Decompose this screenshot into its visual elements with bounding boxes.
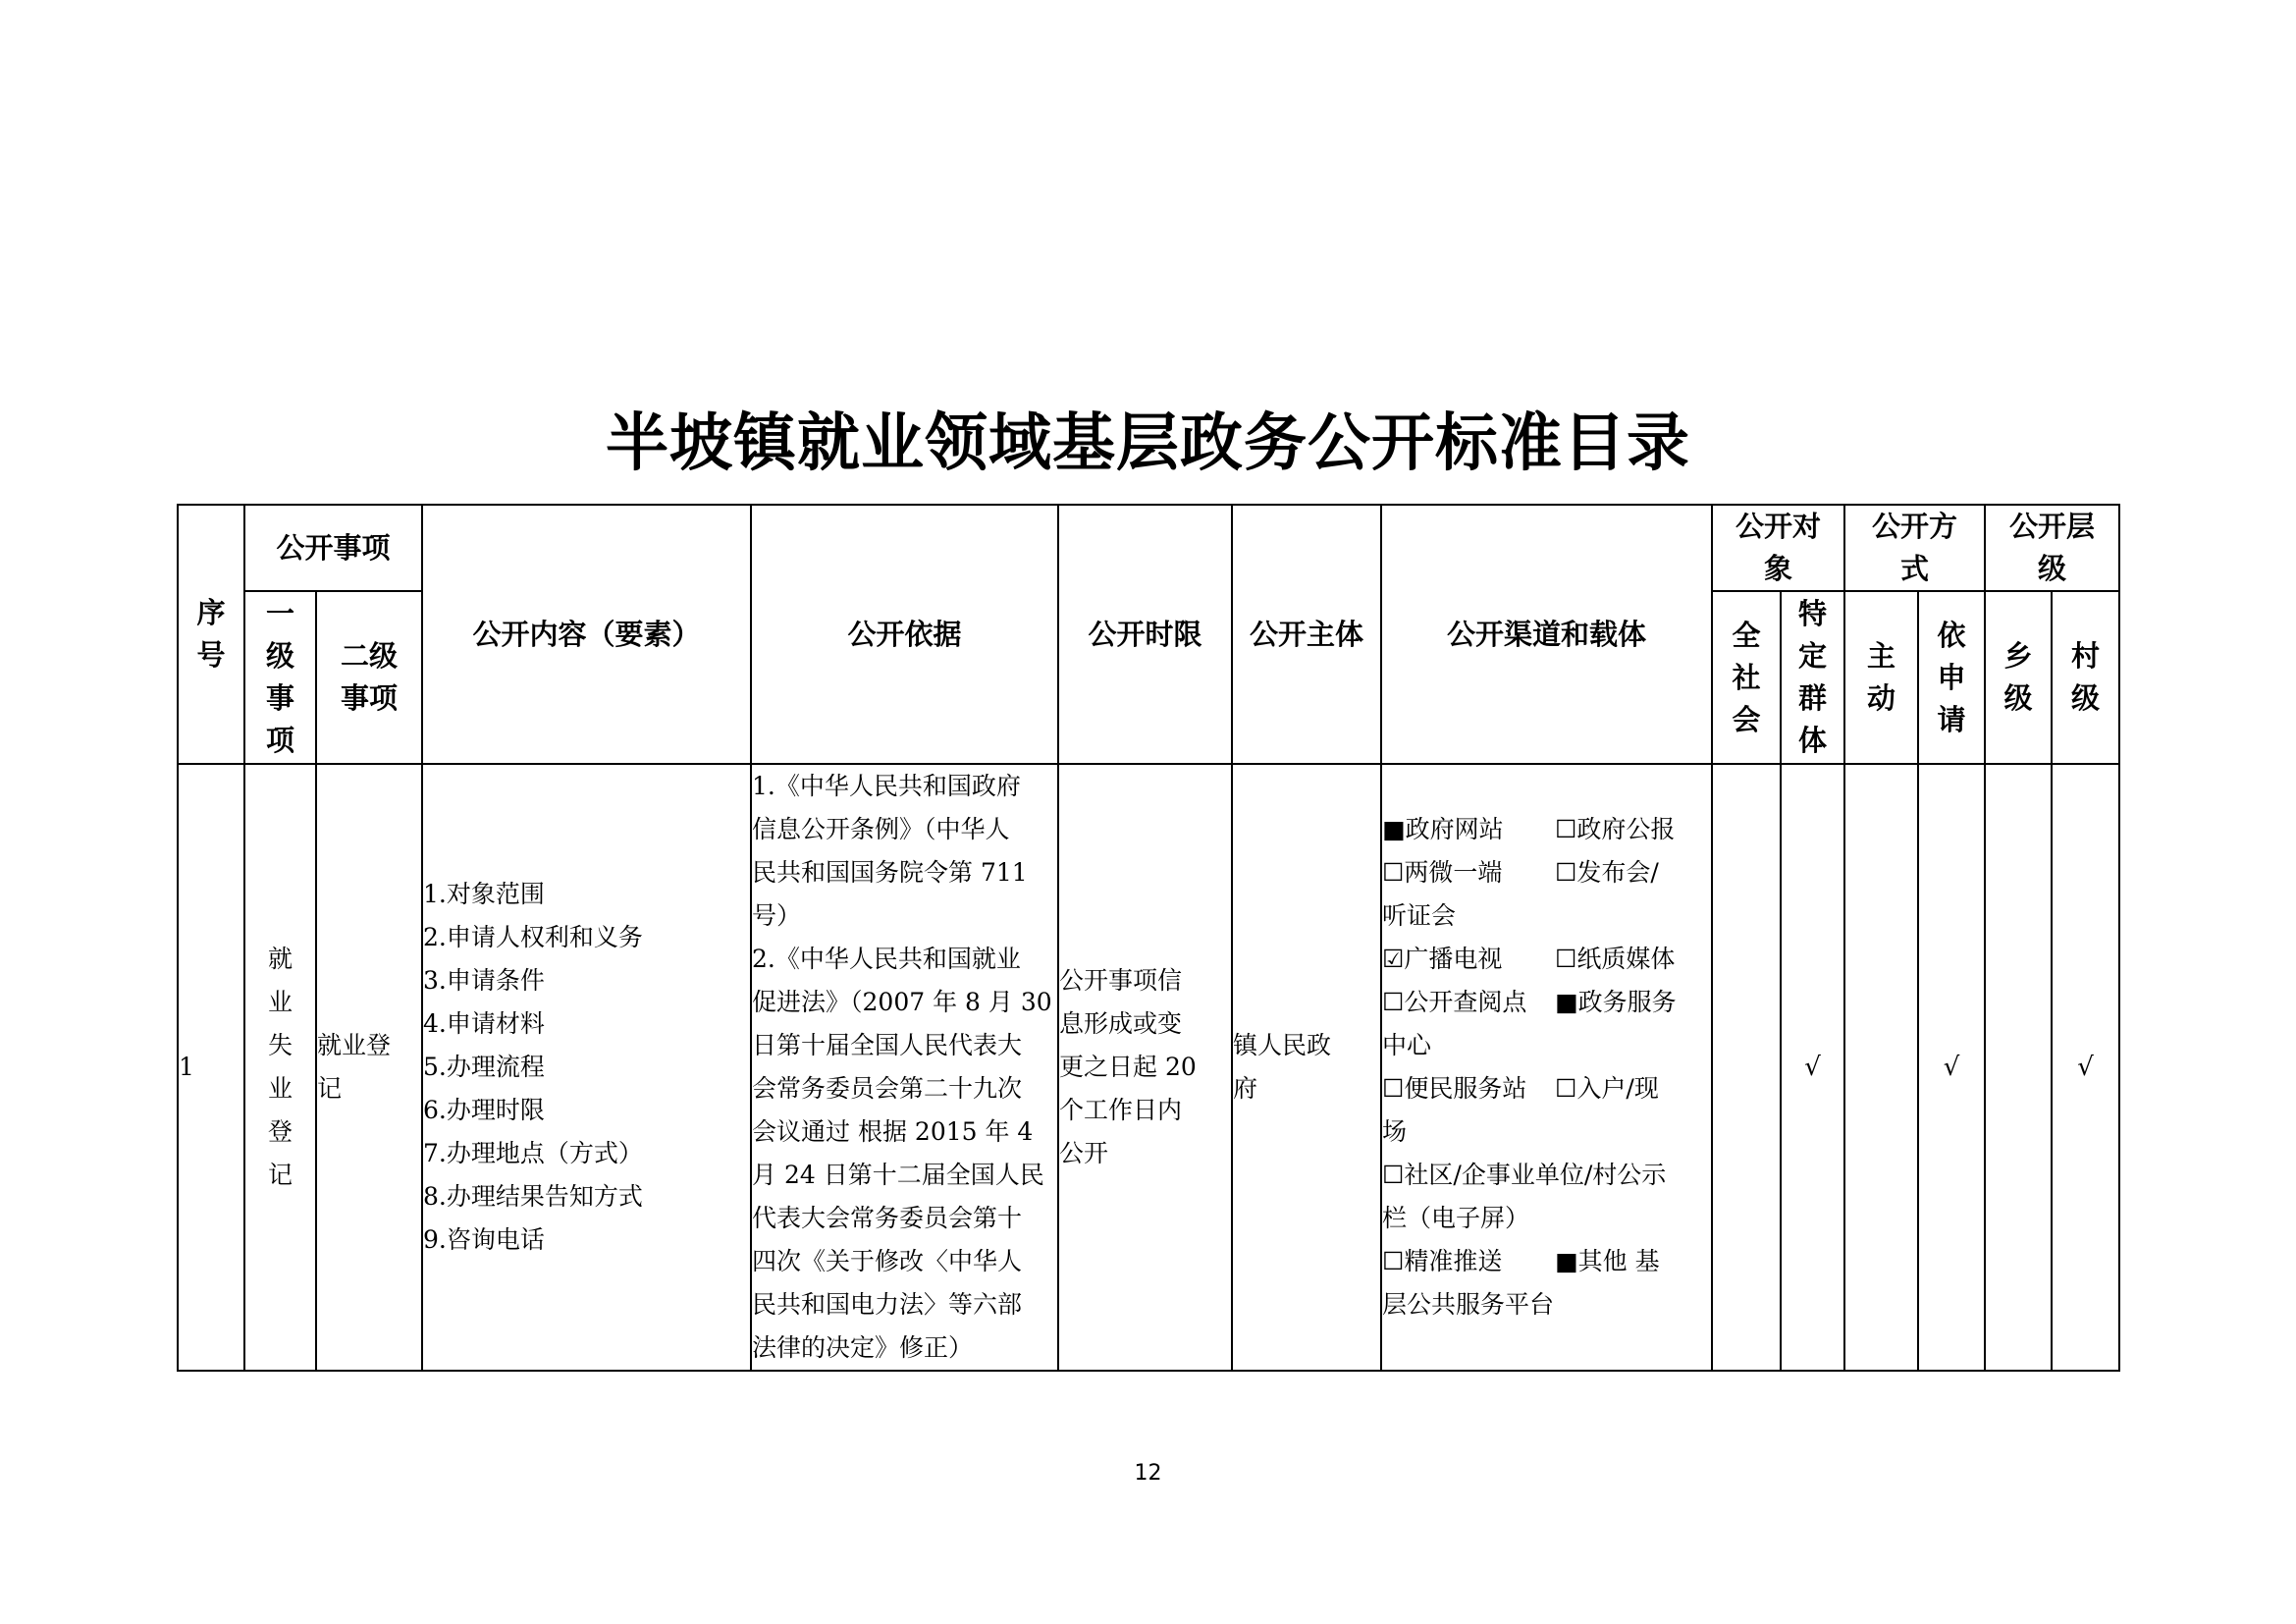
row-seq: 1 xyxy=(178,764,244,1371)
header-target-specific: 特定群体 xyxy=(1781,591,1844,764)
row-target-all xyxy=(1712,764,1781,1371)
row-level1: 就业失业登记 xyxy=(244,764,316,1371)
channel-wechat-weibo-app: ☐两微一端 xyxy=(1382,858,1503,887)
page-title: 半坡镇就业领域基层政务公开标准目录 xyxy=(606,407,1690,480)
channel-gov-website: ■政府网站 xyxy=(1382,815,1504,843)
catalog-table xyxy=(177,504,2120,1372)
row-method-active xyxy=(1844,764,1918,1371)
row-level-village: √ xyxy=(2052,764,2119,1371)
content-item: 6.办理时限 xyxy=(423,1096,545,1124)
header-target: 公开对象 xyxy=(1712,505,1844,591)
row-target-specific: √ xyxy=(1781,764,1844,1371)
row-content xyxy=(422,764,751,1371)
content-item: 7.办理地点（方式） xyxy=(423,1139,643,1167)
channel-gov-gazette: ☐政府公报 xyxy=(1555,815,1676,843)
header-time-limit: 公开时限 xyxy=(1058,505,1232,764)
channel-print-media: ☐纸质媒体 xyxy=(1555,945,1676,973)
channel-service-center: ■政务服务 xyxy=(1555,988,1677,1016)
row-subject: 镇人民政 府 xyxy=(1232,764,1381,1371)
content-item: 1.对象范围 xyxy=(423,880,545,908)
row-level2: 就业登记 xyxy=(316,764,422,1371)
header-subject: 公开主体 xyxy=(1232,505,1381,764)
header-seq: 序号 xyxy=(178,505,244,764)
header-channels: 公开渠道和载体 xyxy=(1381,505,1712,764)
header-items: 公开事项 xyxy=(244,505,422,591)
header-level2: 二级事项 xyxy=(316,591,422,764)
content-item: 8.办理结果告知方式 xyxy=(423,1182,643,1211)
header-level1: 一级事项 xyxy=(244,591,316,764)
header-basis: 公开依据 xyxy=(751,505,1058,764)
row-basis: 1.《中华人民共和国政府 信息公开条例》（中华人 民共和国国务院令第 711 号） 2.《中华人民共和国就业 促进法》（2007 年 8 月 30 日第十届全国人民代表大 会常务委员会第二十九次 会议通过 根据 2015 年 4 月 24 日第十二届全国人民 代表大会常务委员会第十 四次《关于修改〈中华人 民共和国电力法〉等六部 法律的决定》修正） xyxy=(751,764,1058,1371)
page-number: 12 xyxy=(1134,1461,1162,1486)
header-level-town: 乡级 xyxy=(1985,591,2052,764)
content-item: 5.办理流程 xyxy=(423,1053,545,1081)
header-level: 公开层级 xyxy=(1985,505,2119,591)
row-method-apply: √ xyxy=(1918,764,1985,1371)
channel-targeted-push: ☐精准推送 xyxy=(1382,1247,1503,1275)
table-row xyxy=(178,764,2119,1371)
header-target-all: 全社会 xyxy=(1712,591,1781,764)
content-item: 4.申请材料 xyxy=(423,1009,545,1038)
channel-door-to-door: ☐入户/现 xyxy=(1555,1074,1659,1103)
content-item: 2.申请人权利和义务 xyxy=(423,923,643,951)
header-content: 公开内容（要素） xyxy=(422,505,751,764)
channel-press-conference: ☐发布会/ xyxy=(1555,858,1659,887)
row-time-limit: 公开事项信 息形成或变 更之日起 20 个工作日内 公开 xyxy=(1058,764,1232,1371)
header-method-apply: 依申请 xyxy=(1918,591,1985,764)
header-method-active: 主动 xyxy=(1844,591,1918,764)
channel-broadcast-tv: ☑广播电视 xyxy=(1382,945,1503,973)
channel-bulletin-board: ☐社区/企事业单位/村公示 xyxy=(1382,1161,1667,1189)
content-item: 9.咨询电话 xyxy=(423,1225,545,1254)
header-method: 公开方式 xyxy=(1844,505,1985,591)
header-level-village: 村级 xyxy=(2052,591,2119,764)
content-item: 3.申请条件 xyxy=(423,966,545,995)
channel-other: ■其他 基 xyxy=(1555,1247,1660,1275)
row-level-town xyxy=(1985,764,2052,1371)
channel-reading-point: ☐公开查阅点 xyxy=(1382,988,1527,1016)
row-channels: ■政府网站 ☐政府公报 ☐两微一端 ☐发布会/ 听证会 ☑广播电视 ☐纸质媒体 ☐公开查阅点 ■政务服务 中心 ☐便民服务站 ☐入户/现 场 ☐社区/企事业单位/村公示 栏（电子屏） ☐精准推送 ■其他 基 层公共服务平台 xyxy=(1381,764,1712,1371)
channel-service-station: ☐便民服务站 xyxy=(1382,1074,1527,1103)
